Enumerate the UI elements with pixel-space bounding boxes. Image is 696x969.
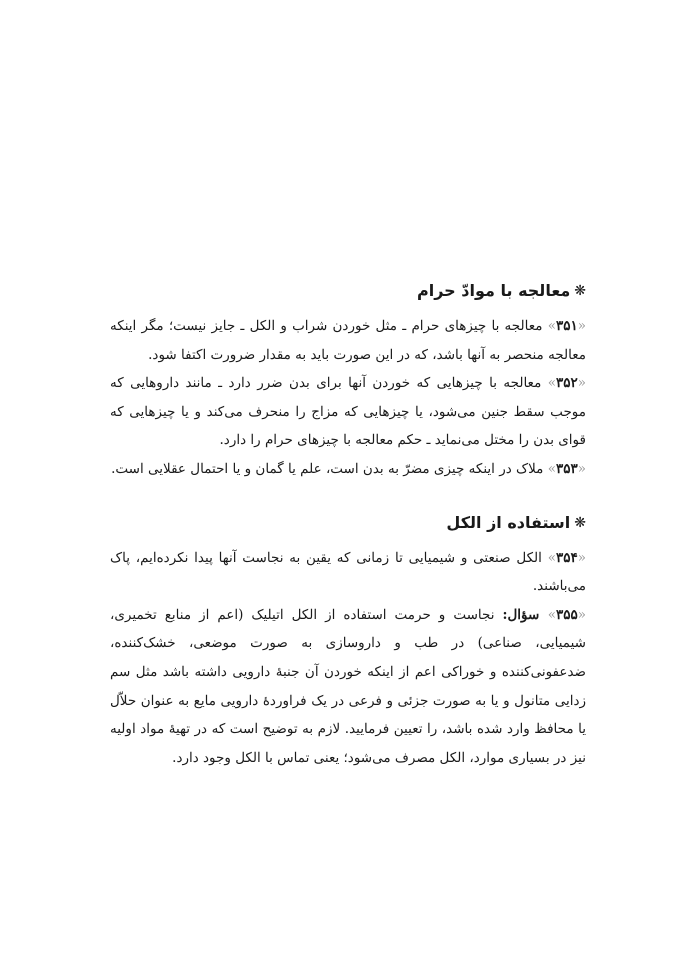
ruling-number: «۳۵۱» <box>547 318 586 334</box>
section-title-text: معالجه با موادّ حرام <box>417 281 571 300</box>
ruling-number: «۳۵۴» <box>547 549 586 566</box>
paragraph-354 <box>110 544 586 601</box>
paragraph-353 <box>110 455 586 484</box>
paragraph-text: نجاست و حرمت استفاده از الکل اتیلیک (اعم از منابع تخمیری، شیمیایی، صناعی) در طب و داروسازی به صورت موضعی، خشک‌کننده، ضدعفونی‌کننده و خوراکی اعم از اینکه خوردن آن جنبهٔ دارویی داشته باشد مثل سم زدایی متانول و یا به صورت جزئی و فرعی در یک فراوردهٔ دارویی مایع به عنوان حلاّل یا محافظ وارد شده باشد، را تعیین فرمایید. لازم به توضیح است که در تهیهٔ مواد اولیه نیز در بسیاری موارد، الکل مصرف می‌شود؛ یعنی تماس با الکل وجود دارد. <box>110 606 586 766</box>
ruling-number: «۳۵۵» <box>547 606 586 623</box>
paragraph-355 <box>110 601 586 773</box>
asterisk-bullet-icon: ❋ <box>574 283 586 299</box>
question-label: سؤال: <box>502 606 548 623</box>
section-title-text: استفاده از الکل <box>446 512 571 532</box>
ruling-number: «۳۵۲» <box>547 375 586 392</box>
document-page <box>110 276 586 772</box>
paragraph-text: معالجه با چیزهایی که خوردن آنها برای بدن ضرر دارد ـ مانند داروهایی که موجب سقط جنین می‌شود، یا چیزهایی که مزاج را منحرف می‌کند و یا چیزهایی که قوای بدن را مختل می‌نماید ـ حکم معالجه با چیزهای حرام را دارد. <box>110 375 586 449</box>
paragraph-text: الکل صنعتی و شیمیایی تا زمانی که یقین به نجاست آنها پیدا نکرده‌ایم، پاک می‌باشند. <box>110 549 586 595</box>
paragraph-351 <box>110 312 586 369</box>
ruling-number: «۳۵۳» <box>547 460 586 477</box>
section-heading-forbidden-treatment <box>110 276 586 306</box>
asterisk-bullet-icon: ❋ <box>574 514 586 531</box>
paragraph-352 <box>110 369 586 455</box>
paragraph-text: ملاک در اینکه چیزی مضرّ به بدن است، علم یا گمان و یا احتمال عقلایی است. <box>111 460 548 477</box>
section-heading-alcohol-use <box>110 508 586 538</box>
paragraph-text: معالجه با چیزهای حرام ـ مثل خوردن شراب و الکل ـ جایز نیست؛ مگر اینکه معالجه منحصر به آنها باشد، که در این صورت باید به مقدار ضرورت اکتفا شود. <box>110 318 586 363</box>
